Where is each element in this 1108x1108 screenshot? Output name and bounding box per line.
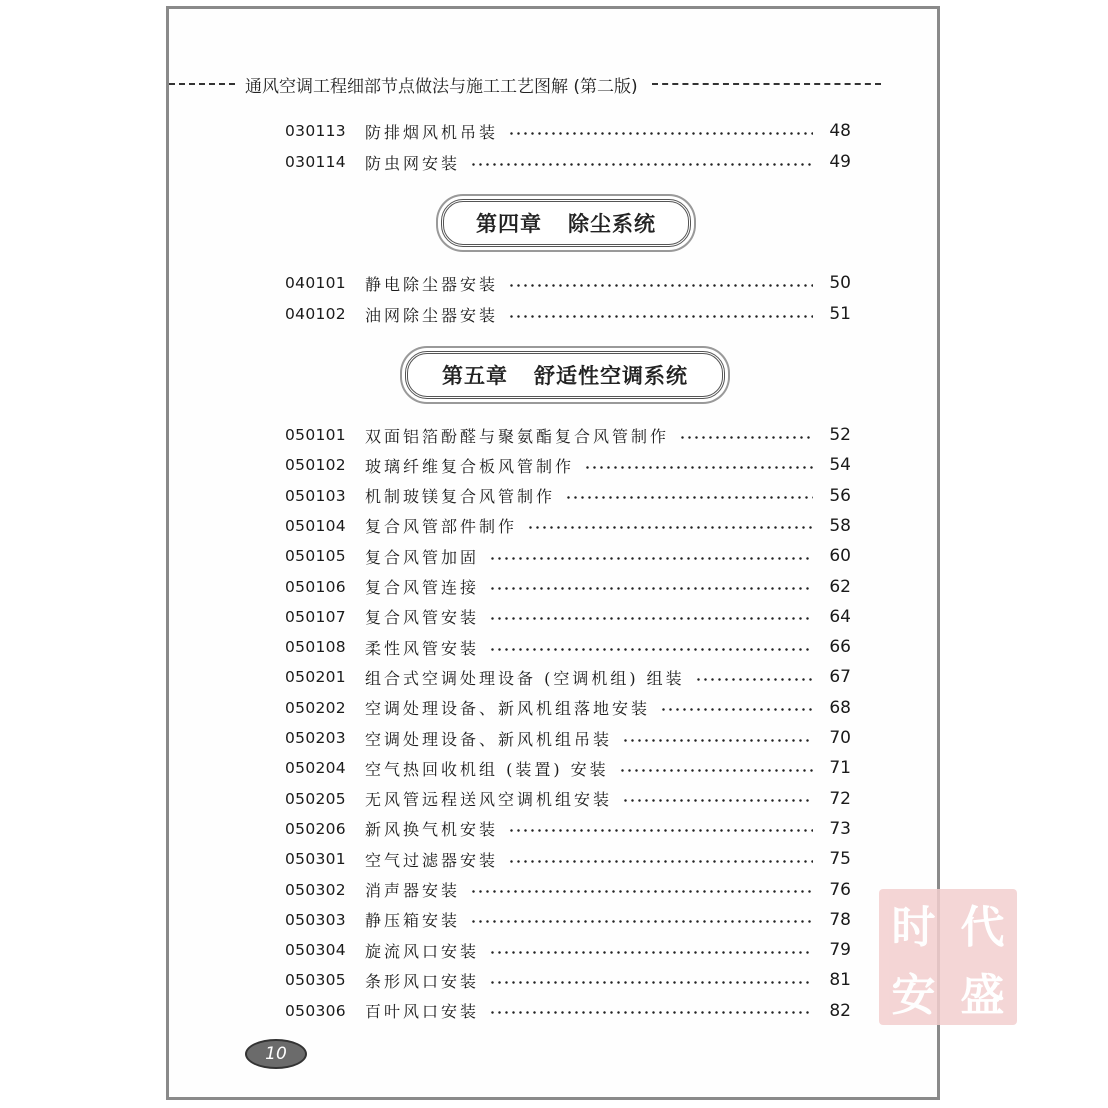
dot-leader xyxy=(470,890,813,893)
entry-page: 66 xyxy=(829,637,851,658)
entry-code: 050306 xyxy=(285,1001,346,1020)
entry-page: 49 xyxy=(829,152,851,172)
entry-page: 56 xyxy=(829,485,851,506)
dot-leader xyxy=(508,315,813,318)
entry-title: 百叶风口安装 xyxy=(365,1002,480,1022)
dot-leader xyxy=(584,466,813,469)
entry-page: 71 xyxy=(829,758,851,779)
entry-title: 空气热回收机组 (装置) 安装 xyxy=(365,759,609,779)
entry-title: 空调处理设备、新风机组吊装 xyxy=(365,729,613,749)
header-title: 通风空调工程细部节点做法与施工工艺图解 (第二版) xyxy=(245,76,638,97)
toc-entry[interactable] xyxy=(285,271,851,295)
header-right-rule xyxy=(652,83,881,85)
entry-code: 050103 xyxy=(285,486,346,505)
dot-leader xyxy=(489,587,813,590)
toc-entry[interactable] xyxy=(285,908,851,932)
entry-page: 50 xyxy=(829,273,851,293)
entry-page: 52 xyxy=(829,425,851,445)
dot-leader xyxy=(470,920,813,923)
entry-title: 组合式空调处理设备 (空调机组) 组装 xyxy=(365,668,685,688)
toc-entry[interactable] xyxy=(285,635,851,659)
entry-code: 050108 xyxy=(285,638,346,657)
toc-entry[interactable] xyxy=(285,453,851,477)
entry-title: 新风换气机安装 xyxy=(365,820,499,840)
dot-leader xyxy=(508,860,813,863)
dot-leader xyxy=(489,981,813,984)
page-number: 10 xyxy=(265,1044,287,1064)
toc-entry[interactable] xyxy=(285,878,851,902)
dot-leader xyxy=(489,648,813,651)
toc-entry[interactable] xyxy=(285,423,851,447)
entry-page: 76 xyxy=(829,879,851,900)
toc-entry[interactable] xyxy=(285,938,851,962)
entry-page: 70 xyxy=(829,728,851,748)
dot-leader xyxy=(527,526,813,529)
toc-entry[interactable] xyxy=(285,514,851,538)
entry-code: 050303 xyxy=(285,910,346,929)
entry-page: 78 xyxy=(829,909,851,930)
page-number-badge xyxy=(245,1039,307,1069)
toc-entry[interactable] xyxy=(285,999,851,1023)
entry-title: 防虫网安装 xyxy=(365,153,461,173)
entry-page: 79 xyxy=(829,940,851,961)
entry-code: 040102 xyxy=(285,305,346,323)
toc-entry[interactable] xyxy=(285,726,851,750)
toc-entry[interactable] xyxy=(285,575,851,599)
entry-page: 68 xyxy=(829,697,851,718)
toc-entry[interactable] xyxy=(285,696,851,720)
entry-code: 050204 xyxy=(285,759,346,778)
dot-leader xyxy=(470,163,813,166)
entry-title: 旋流风口安装 xyxy=(365,941,480,961)
entry-title: 防排烟风机吊装 xyxy=(365,122,499,142)
chapter-title: 舒适性空调系统 xyxy=(534,364,688,388)
seal-char: 盛 xyxy=(960,970,1005,1021)
entry-title: 消声器安装 xyxy=(365,881,461,900)
entry-code: 050301 xyxy=(285,850,346,869)
toc-entry[interactable] xyxy=(285,817,851,841)
dot-leader xyxy=(489,1011,813,1014)
dot-leader xyxy=(489,951,813,954)
entry-title: 复合风管连接 xyxy=(365,578,480,597)
entry-code: 030114 xyxy=(285,153,346,171)
entry-title: 双面铝箔酚醛与聚氨酯复合风管制作 xyxy=(365,426,670,446)
entry-title: 复合风管部件制作 xyxy=(365,517,518,537)
entry-title: 静电除尘器安装 xyxy=(365,274,499,294)
toc-entry[interactable] xyxy=(285,665,851,689)
entry-title: 静压箱安装 xyxy=(365,911,461,931)
entry-page: 75 xyxy=(829,849,851,870)
book-page xyxy=(166,6,1005,1100)
entry-title: 柔性风管安装 xyxy=(365,638,480,658)
entry-page: 67 xyxy=(829,667,851,688)
toc-entry[interactable] xyxy=(285,544,851,568)
running-header xyxy=(169,69,937,99)
dot-leader xyxy=(508,829,813,832)
entry-code: 050206 xyxy=(285,819,346,838)
toc-entry[interactable] xyxy=(285,605,851,629)
entry-page: 58 xyxy=(829,515,851,536)
toc-entry[interactable] xyxy=(285,756,851,780)
entry-code: 050302 xyxy=(285,880,346,899)
toc-entry[interactable] xyxy=(285,847,851,871)
chapter-label: 第四章 xyxy=(476,212,542,236)
dot-leader xyxy=(619,769,813,772)
entry-title: 空调处理设备、新风机组落地安装 xyxy=(365,699,651,719)
entry-page: 72 xyxy=(829,788,851,809)
entry-code: 040101 xyxy=(285,274,346,292)
entry-title: 复合风管加固 xyxy=(365,547,480,567)
entry-title: 无风管远程送风空调机组安装 xyxy=(365,790,613,810)
entry-page: 48 xyxy=(829,121,851,141)
dot-leader xyxy=(508,284,813,287)
dot-leader xyxy=(565,496,813,499)
entry-page: 54 xyxy=(829,455,851,476)
chapter-heading xyxy=(441,199,691,247)
toc-entry[interactable] xyxy=(285,119,851,143)
chapter-label: 第五章 xyxy=(442,364,508,388)
toc-entry[interactable] xyxy=(285,968,851,992)
entry-title: 复合风管安装 xyxy=(365,608,480,628)
seal-char: 代 xyxy=(960,902,1005,953)
entry-page: 60 xyxy=(829,546,851,567)
toc-entry[interactable] xyxy=(285,787,851,811)
dot-leader xyxy=(508,132,813,135)
entry-title: 油网除尘器安装 xyxy=(365,305,499,325)
entry-code: 050105 xyxy=(285,547,346,566)
entry-code: 050304 xyxy=(285,941,346,960)
entry-code: 050102 xyxy=(285,456,346,475)
dot-leader xyxy=(489,617,813,620)
toc-entry[interactable] xyxy=(285,484,851,508)
entry-code: 050101 xyxy=(285,426,346,444)
dot-leader xyxy=(695,678,813,681)
entry-code: 050104 xyxy=(285,516,346,535)
entry-code: 050205 xyxy=(285,789,346,808)
dot-leader xyxy=(489,557,813,560)
entry-page: 62 xyxy=(829,576,851,597)
entry-code: 050106 xyxy=(285,577,346,596)
seal-char: 时 xyxy=(891,902,936,953)
entry-code: 050202 xyxy=(285,698,346,717)
entry-code: 050201 xyxy=(285,668,346,687)
entry-page: 64 xyxy=(829,606,851,627)
dot-leader xyxy=(679,436,813,439)
dot-leader xyxy=(660,708,813,711)
entry-page: 51 xyxy=(829,304,851,324)
entry-code: 030113 xyxy=(285,122,346,140)
entry-title: 条形风口安装 xyxy=(365,971,480,991)
dot-leader xyxy=(622,799,813,802)
entry-page: 81 xyxy=(829,970,851,991)
chapter-title: 除尘系统 xyxy=(568,212,656,236)
entry-title: 空气过滤器安装 xyxy=(365,850,499,870)
entry-page: 73 xyxy=(829,818,851,839)
entry-page: 82 xyxy=(829,1000,851,1021)
entry-title: 机制玻镁复合风管制作 xyxy=(365,487,556,507)
entry-title: 玻璃纤维复合板风管制作 xyxy=(365,456,575,476)
entry-code: 050107 xyxy=(285,607,346,626)
toc-entry[interactable] xyxy=(285,302,851,326)
header-left-rule xyxy=(169,83,235,85)
watermark-seal xyxy=(879,889,1017,1025)
toc-entry[interactable] xyxy=(285,150,851,174)
dot-leader xyxy=(622,739,813,742)
entry-code: 050305 xyxy=(285,971,346,990)
seal-char: 安 xyxy=(891,970,936,1021)
entry-code: 050203 xyxy=(285,729,346,747)
chapter-heading xyxy=(405,351,725,399)
